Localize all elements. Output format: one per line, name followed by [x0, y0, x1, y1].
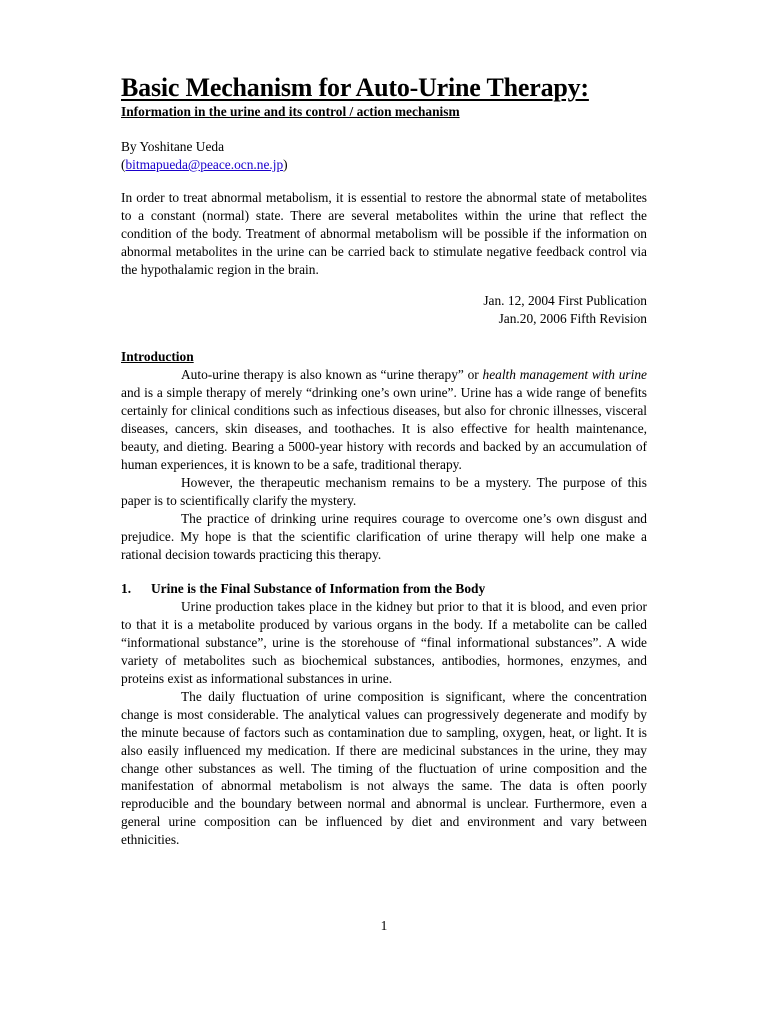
section-1-heading: [121, 580, 647, 598]
email-link[interactable]: bitmapueda@peace.ocn.ne.jp: [125, 156, 284, 172]
intro-paragraph-1: [121, 366, 647, 473]
page-number-text: 1: [380, 918, 388, 933]
publication-dates: [121, 292, 647, 328]
author-line: By Yoshitane Ueda: [121, 139, 225, 154]
date-first-publication: Jan. 12, 2004 First Publication: [483, 293, 647, 309]
intro-paragraph-3: The practice of drinking urine requires courage to overcome one’s own disgust and prejudice. My hope is that the scientific clarification of urine therapy will help one make a rational decision towards practicing this therapy.: [121, 510, 647, 562]
email-close-paren: ): [283, 156, 288, 172]
date-fifth-revision: Jan.20, 2006 Fifth Revision: [498, 311, 647, 327]
section-1-paragraph-1: Urine production takes place in the kidney but prior to that it is blood, and even prior to that it is a metabolite produced by various organs in the body. If a metabolite can be called “informational substance”, urine is the storehouse of “final informational substances”. A wide variety of metabolites such as biochemical substances, antibodies, hormones, enzymes, and proteins exist as informational substances in urine.: [121, 599, 647, 687]
document-page: [121, 72, 647, 849]
introduction-heading: Introduction: [121, 349, 194, 365]
document-subtitle: Information in the urine and its control / action mechanism: [121, 104, 460, 119]
section-1-title: Urine is the Final Substance of Information from the Body: [151, 581, 486, 597]
intro-paragraph-2: However, the therapeutic mechanism remains to be a mystery. The purpose of this paper is to scientifically clarify the mystery.: [121, 474, 647, 508]
section-1-number: 1.: [121, 581, 132, 597]
page-number: [0, 918, 768, 934]
email-open-paren: (: [121, 156, 126, 172]
intro-p1-emphasis: health management with urine: [482, 367, 647, 383]
intro-p1-rest: and is a simple therapy of merely “drinking one’s own urine”. Urine has a wide range of benefits certainly for clinical conditions such as infectious diseases, but also for chronic illnesses, visceral diseases, cancers, skin diseases, and toothaches. It is also effective for health maintenance, beauty, and dieting. Bearing a 5000-year history with records and backed by an accumulation of human experiences, it is known to be a safe, traditional therapy.: [121, 385, 647, 472]
section-1-paragraph-2: The daily fluctuation of urine composition is significant, where the concentration change is most considerable. The analytical values can progressively degenerate and modify by the minute because of factors such as contamination due to sampling, oxygen, heat, or light. It is also easily influenced my medication. If there are medicinal substances in the urine, they may change other substances as well. The timing of the fluctuation of urine composition and the manifestation of abnormal metabolism is not always the same. The data is often poorly reproducible and the boundary between normal and abnormal is unclear. Furthermore, even a general urine composition can be influenced by diet and environment and vary between ethnicities.: [121, 688, 647, 848]
document-title: Basic Mechanism for Auto-Urine Therapy:: [121, 73, 589, 102]
abstract-paragraph: In order to treat abnormal metabolism, it is essential to restore the abnormal state of metabolites to a constant (normal) state. There are several metabolites within the urine that reflect the condition of the body. Treatment of abnormal metabolism will be possible if the information on abnormal metabolites in the urine can be carried back to stimulate negative feedback control via the hypothalamic region in the brain.: [121, 189, 647, 277]
intro-p1-start: Auto-urine therapy is also known as “urine therapy” or: [181, 367, 483, 383]
email-line: [121, 156, 647, 174]
